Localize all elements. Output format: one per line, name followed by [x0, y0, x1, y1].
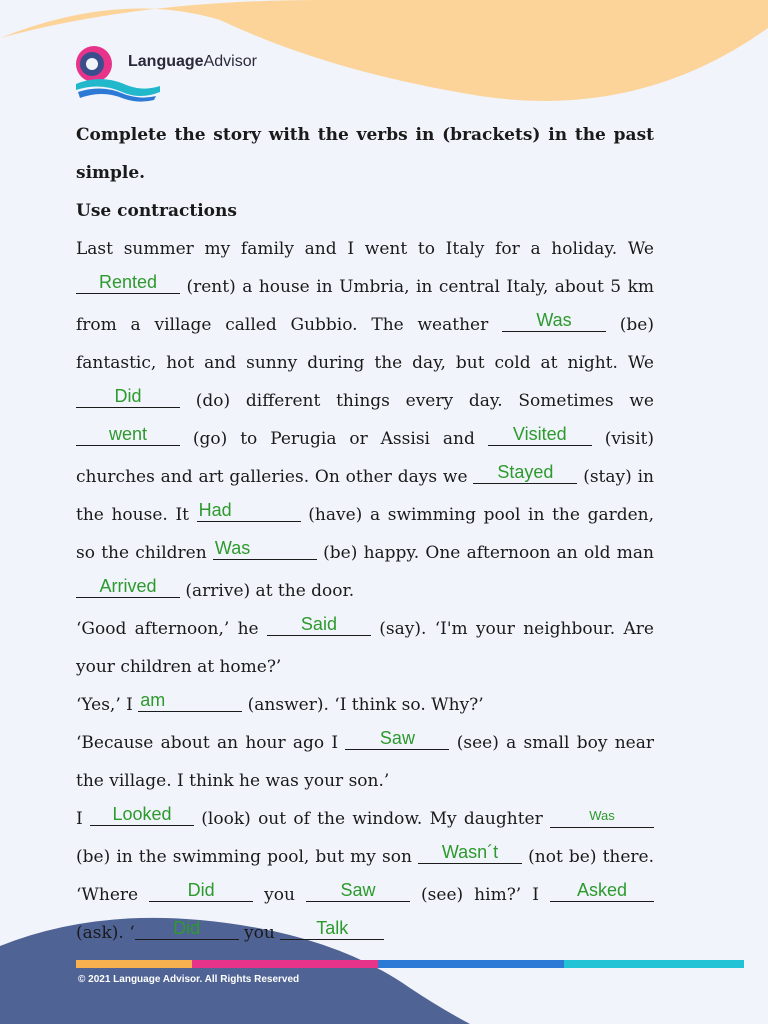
story-text: (see) a small boy near the village. I think he was your son.’ — [76, 733, 654, 791]
answer-blank-1[interactable]: Rented — [76, 271, 180, 294]
story-text: (answer). ‘I think so. Why?’ — [242, 695, 484, 715]
answer-blank-11[interactable]: am — [138, 689, 242, 712]
answer-blank-19[interactable]: Did — [135, 917, 239, 940]
story-text: (be) happy. One afternoon an old man — [316, 543, 654, 563]
answer-blank-10[interactable]: Said — [267, 613, 371, 636]
copyright-notice: © 2021 Language Advisor. All Rights Reserved — [78, 974, 300, 985]
answer-blank-15[interactable]: Wasn´t — [418, 841, 522, 864]
brand-name-regular: Advisor — [203, 53, 257, 70]
story-text: (have) a swimming pool in the garden, so the children — [76, 505, 655, 563]
story-text: ‘Because about an hour ago I — [76, 733, 346, 753]
story-text: (rent) a house in Umbria, in central Italy, about 5 km from a village called Gubbio. The weather — [76, 277, 654, 335]
story-paragraph-2 — [76, 610, 654, 686]
answer-blank-2[interactable]: Was — [502, 309, 606, 332]
story-text: (stay) in the house. It — [76, 467, 654, 525]
story-text: (not be) there. ‘Where — [76, 847, 654, 905]
answer-blank-12[interactable]: Saw — [345, 727, 449, 750]
story-text: you — [238, 923, 281, 943]
story-paragraph-4 — [76, 724, 654, 800]
language-advisor-logo — [74, 40, 164, 104]
instructions-line-1: Complete the story with the verbs in (brackets) in the past simple. — [76, 125, 654, 183]
story-paragraph-5 — [76, 800, 654, 952]
story-text: (see) him?’ I — [410, 885, 551, 905]
story-text: (say). ‘I'm your neighbour. Are your children at home?’ — [76, 619, 654, 677]
answer-blank-17[interactable]: Saw — [306, 879, 410, 902]
answer-blank-18[interactable]: Asked — [550, 879, 654, 902]
answer-blank-7[interactable]: Had — [197, 499, 301, 522]
story-text: Last summer my family and I went to Italy for a holiday. We — [76, 239, 654, 259]
answer-blank-13[interactable]: Looked — [90, 803, 194, 826]
story-text: (ask). ‘ — [76, 923, 135, 943]
story-text: (look) out of the window. My daughter — [194, 809, 551, 829]
answer-blank-4[interactable]: went — [76, 423, 180, 446]
story-text: ‘Good afternoon,’ he — [76, 619, 267, 639]
answer-blank-6[interactable]: Stayed — [473, 461, 577, 484]
worksheet-content — [76, 116, 654, 952]
story-text: (arrive) at the door. — [180, 581, 355, 601]
answer-blank-14[interactable]: Was — [550, 805, 654, 828]
story-text: (be) in the swimming pool, but my son — [76, 847, 419, 867]
answer-blank-16[interactable]: Did — [149, 879, 253, 902]
answer-blank-5[interactable]: Visited — [488, 423, 592, 446]
story-paragraph-1 — [76, 230, 654, 610]
story-paragraph-3 — [76, 686, 654, 724]
story-text: (visit) churches and art galleries. On other days we — [76, 429, 654, 487]
brand-name-bold: Language — [128, 53, 204, 70]
story-text: (be) fantastic, hot and sunny during the day, but cold at night. We — [76, 315, 654, 373]
story-text: (go) to Perugia or Assisi and — [180, 429, 488, 449]
brand-name — [128, 53, 257, 71]
story-text: I — [76, 809, 91, 829]
answer-blank-8[interactable]: Was — [213, 537, 317, 560]
story-text: you — [253, 885, 306, 905]
answer-blank-9[interactable]: Arrived — [76, 575, 180, 598]
story-text: ‘Yes,’ I — [76, 695, 139, 715]
instructions-line-2: Use contractions — [76, 201, 237, 221]
story-text: (do) different things every day. Sometimes we — [180, 391, 654, 411]
answer-blank-20[interactable]: Talk — [280, 917, 384, 940]
answer-blank-3[interactable]: Did — [76, 385, 180, 408]
